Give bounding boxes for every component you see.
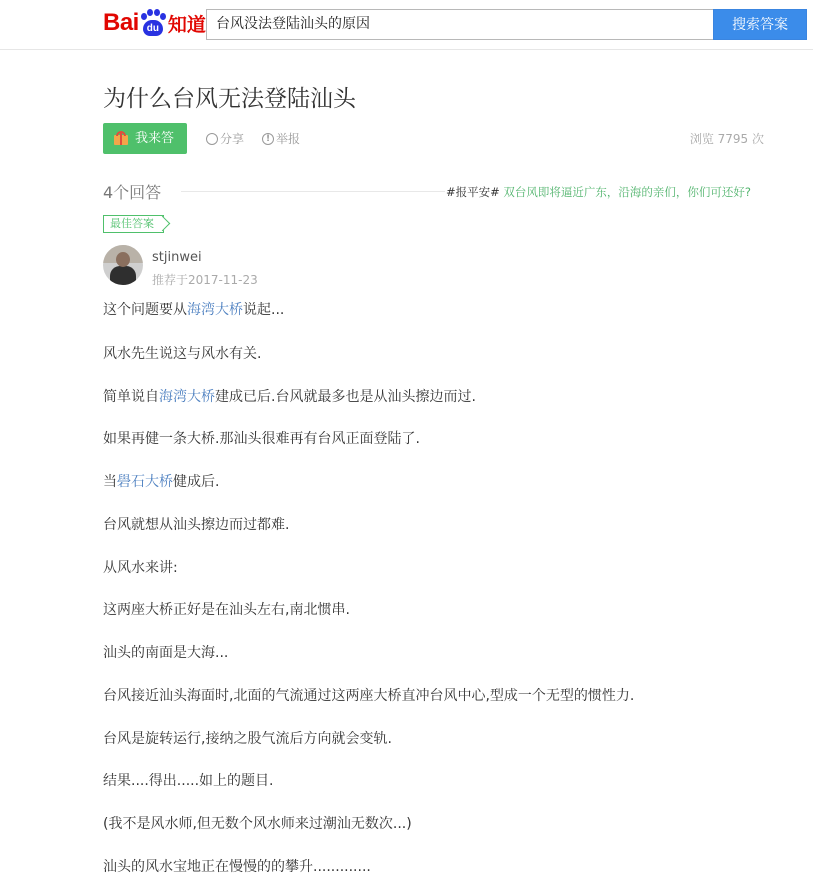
logo-zhidao-text: 知道 xyxy=(167,13,206,36)
best-answer-label: 最佳答案 xyxy=(110,217,154,230)
answer-paragraph: 台风就想从汕头擦边而过都难. xyxy=(103,517,290,533)
answer-paragraph xyxy=(103,299,284,319)
text-span: 当 xyxy=(103,474,117,490)
answer-button[interactable] xyxy=(103,123,187,154)
answer-paragraph xyxy=(103,386,476,406)
top-bar xyxy=(0,0,813,50)
answer-button-label: 我来答 xyxy=(135,131,175,146)
answer-paragraph: 从风水来讲: xyxy=(103,560,178,576)
answer-paragraph: 汕头的南面是大海... xyxy=(103,645,229,661)
best-answer-badge xyxy=(103,215,164,233)
paw-icon xyxy=(140,9,166,37)
avatar[interactable] xyxy=(103,245,143,285)
divider xyxy=(181,191,445,192)
search-button[interactable]: 搜索答案 xyxy=(713,9,807,40)
logo-du-text: du xyxy=(143,20,163,36)
text-span: 这个问题要从 xyxy=(103,302,187,318)
baidu-zhidao-logo[interactable] xyxy=(103,6,206,40)
text-span: 简单说自 xyxy=(103,389,159,405)
answer-paragraph: 汕头的风水宝地正在慢慢的的攀升............. xyxy=(103,859,371,875)
answer-paragraph: 台风是旋转运行,接纳之股气流后方向就会变轨. xyxy=(103,731,392,747)
text-span: 说起... xyxy=(243,302,285,318)
answer-paragraph: 台风接近汕头海面时,北面的气流通过这两座大桥直冲台风中心,型成一个无型的惯性力. xyxy=(103,688,635,704)
share-link[interactable] xyxy=(206,130,244,147)
share-icon xyxy=(206,133,218,145)
answer-paragraph: 结果....得出.....如上的题目. xyxy=(103,773,274,789)
badge-notch xyxy=(155,216,171,232)
promo-link[interactable] xyxy=(446,184,751,200)
answer-count: 4个回答 xyxy=(103,183,162,202)
keyword-link[interactable]: 海湾大桥 xyxy=(159,389,215,405)
text-span: 健成后. xyxy=(173,474,220,490)
search-input[interactable]: 台风没法登陆汕头的原因 xyxy=(206,9,714,40)
answer-paragraph: 如果再健一条大桥.那汕头很难再有台风正面登陆了. xyxy=(103,431,420,447)
promo-text: 双台风即将逼近广东，沿海的亲们，你们可还好? xyxy=(499,185,752,199)
username[interactable]: stjinwei xyxy=(152,250,202,265)
answer-paragraph: (我不是风水师,但无数个风水师来过潮汕无数次...) xyxy=(103,816,412,832)
report-link[interactable] xyxy=(262,130,300,147)
keyword-link[interactable]: 海湾大桥 xyxy=(187,302,243,318)
keyword-link[interactable]: 礐石大桥 xyxy=(117,474,173,490)
report-icon: ! xyxy=(262,133,274,145)
logo-bai-text: Bai xyxy=(103,9,139,36)
share-label: 分享 xyxy=(220,132,245,146)
answer-paragraph: 风水先生说这与风水有关. xyxy=(103,346,262,362)
answer-paragraph xyxy=(103,471,219,491)
question-title: 为什么台风无法登陆汕头 xyxy=(103,86,356,112)
view-count: 浏览 7795 次 xyxy=(689,132,764,146)
promo-tag: #报平安# xyxy=(446,185,500,199)
report-label: 举报 xyxy=(276,132,301,146)
answers-header xyxy=(103,180,763,202)
gift-icon xyxy=(114,131,128,145)
recommend-date: 推荐于2017-11-23 xyxy=(152,273,258,287)
text-span: 建成已后.台风就最多也是从汕头擦边而过. xyxy=(215,389,476,405)
answer-paragraph: 这两座大桥正好是在汕头左右,南北惯串. xyxy=(103,602,350,618)
